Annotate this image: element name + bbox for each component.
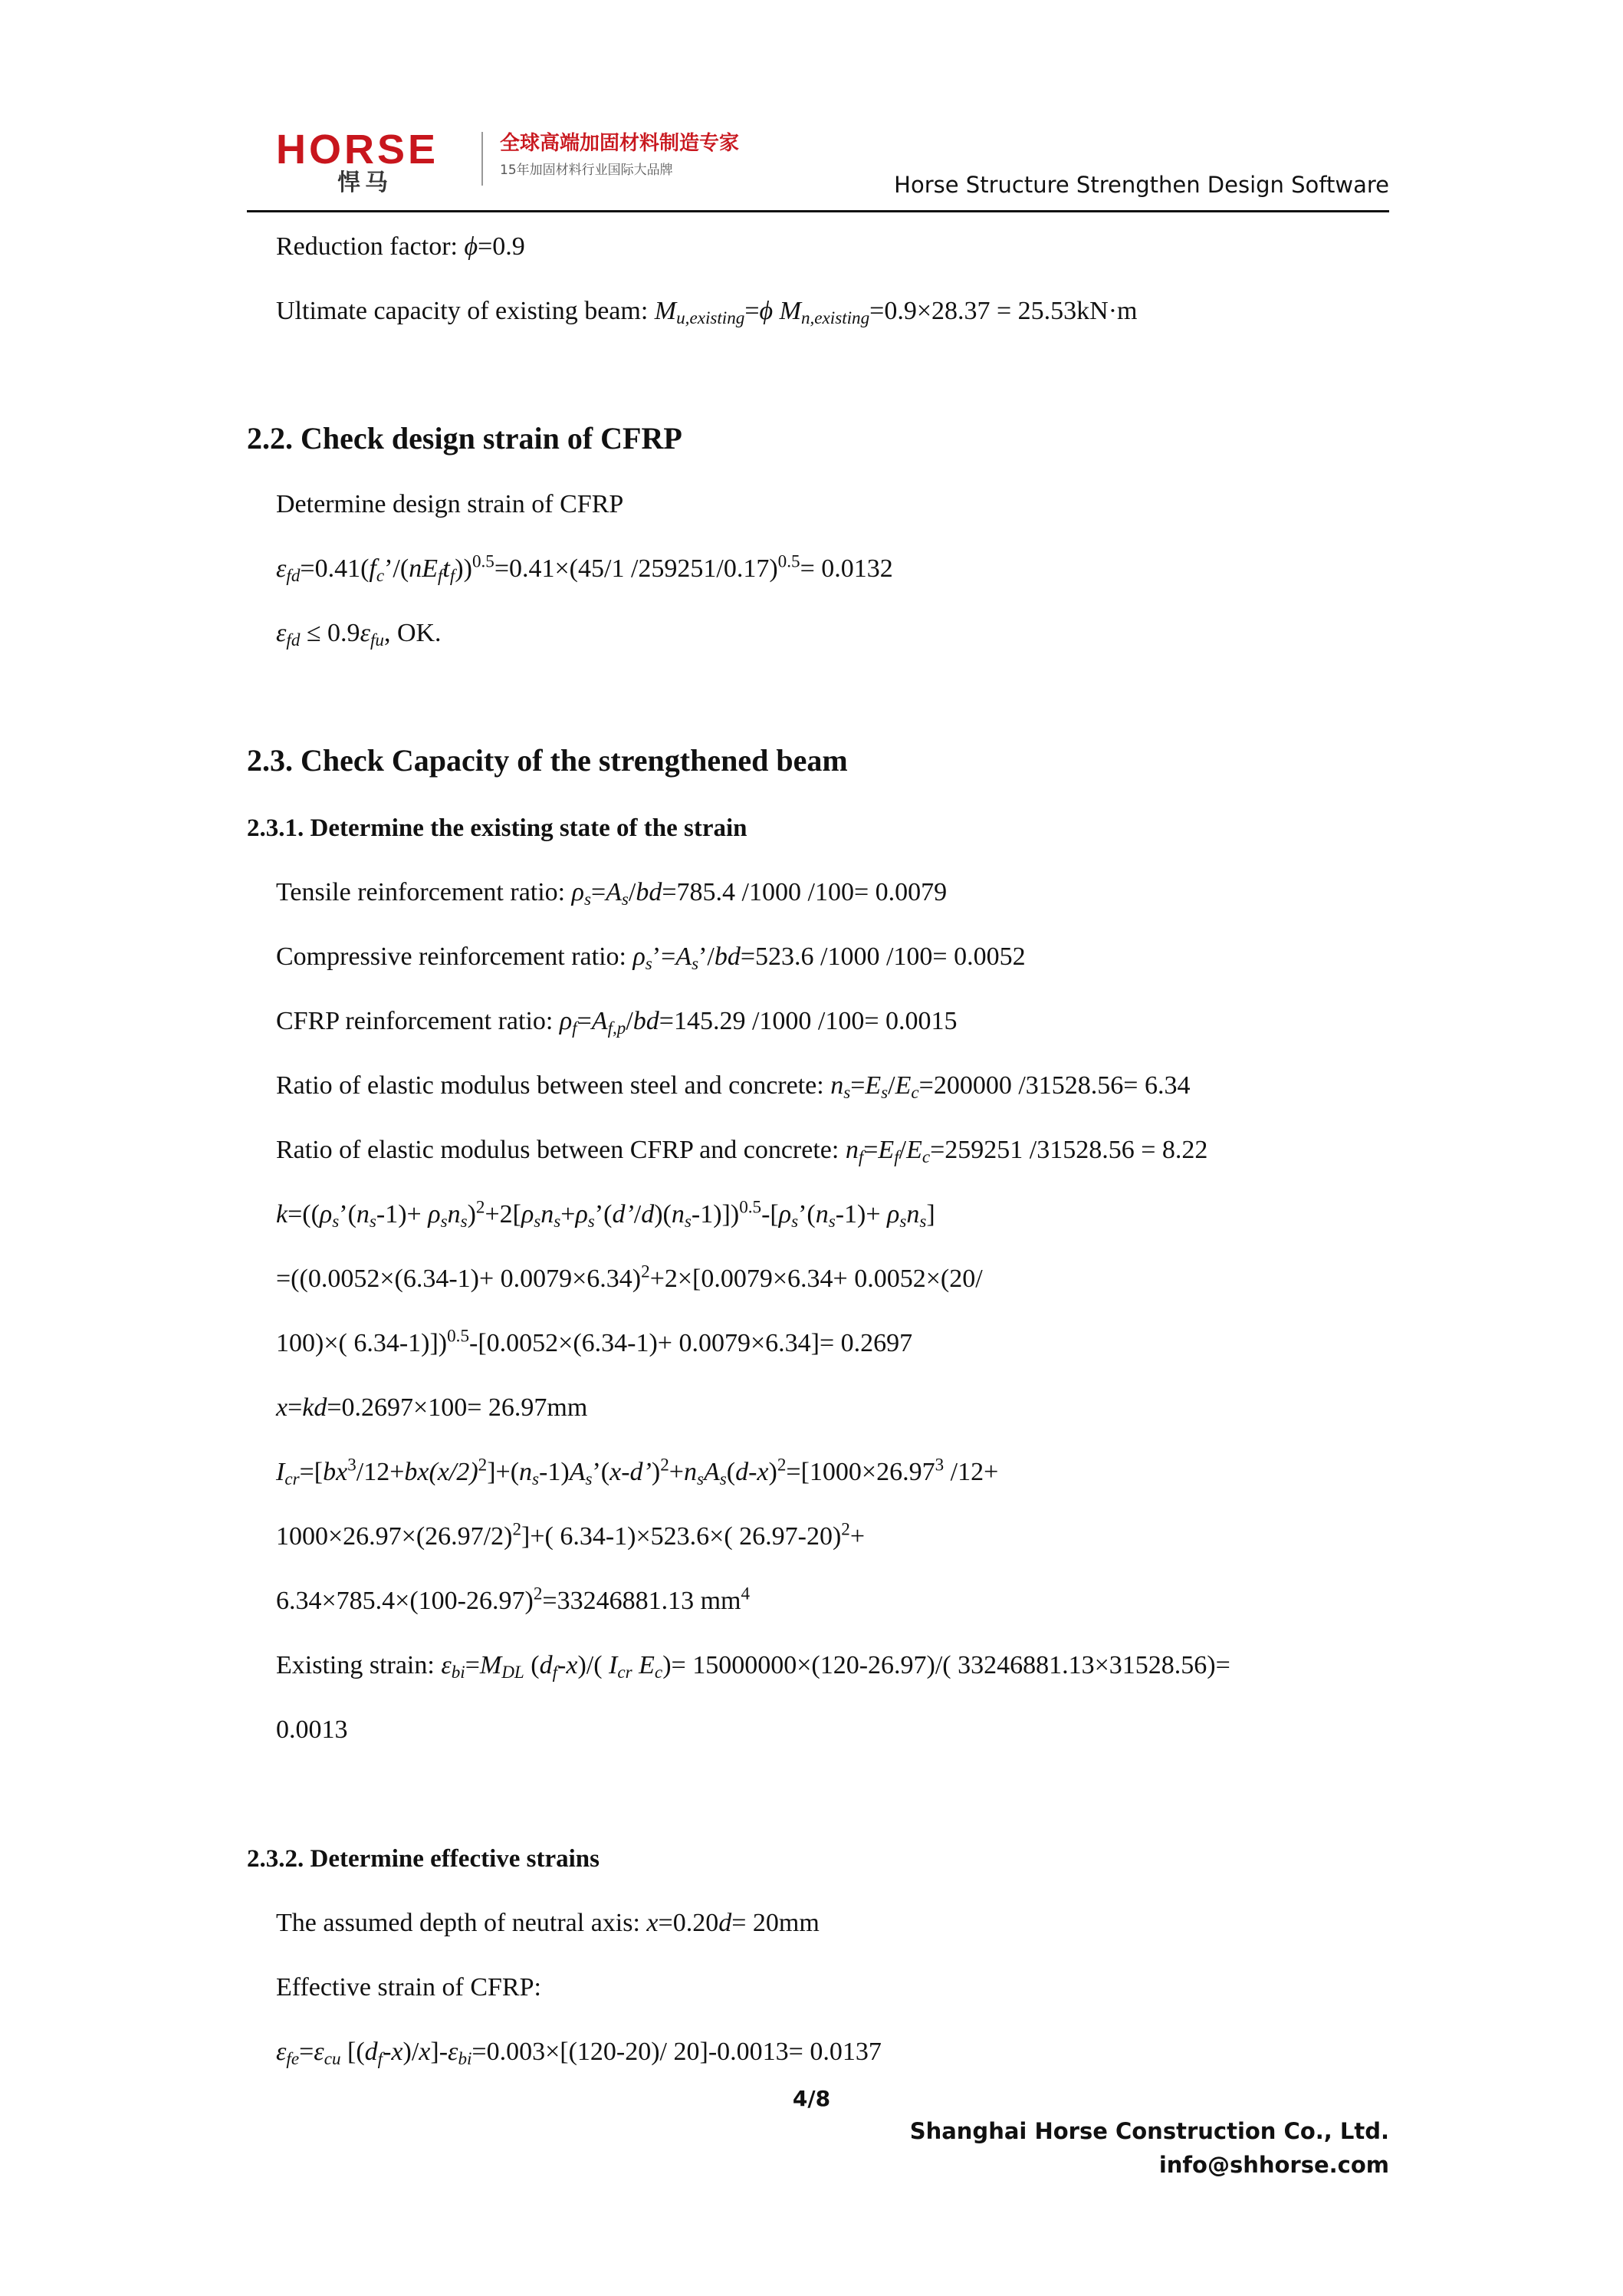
icr-formula-line: $I_{cr}=[bx^3/12+bx(x/2)^2]+(n_s-1)A_s’(x-d’)^2+n_sA_s(d-x)^2=[1000\times 26.97^3$ /12+ bbox=[276, 1455, 999, 1489]
efd-formula-line: $\varepsilon_{fd}=0.41(f_c’/(nE_ft_f))^{0.5}=0.41\times(45/1$ /259251/0.17)$^{0.5}$= 0.0132 bbox=[276, 551, 893, 586]
ultimate-capacity-line: Ultimate capacity of existing beam: $M_{u,existing}=\phi$ $M_{n,existing}=0.9\times 28.37 = 25.53kN\cdot m$ bbox=[276, 297, 1138, 328]
subsection-heading-2-3-2: 2.3.2. Determine effective strains bbox=[247, 1845, 600, 1873]
design-strain-intro: Determine design strain of CFRP bbox=[276, 490, 624, 518]
logo-wordmark: HORSE bbox=[276, 127, 439, 173]
compressive-ratio-line: Compressive reinforcement ratio: $\rho_s’=A_s’/bd=523.6$ /1000 /100= 0.0052 bbox=[276, 942, 1026, 974]
tensile-ratio-line: Tensile reinforcement ratio: $\rho_s=A_s/bd=785.4$ /1000 /100= 0.0079 bbox=[276, 878, 948, 910]
k-calc-line-2: 100)×( 6.34-1)])$^{0.5}$-[0.0052×(6.34-1)+ 0.0079×6.34]= 0.2697 bbox=[276, 1326, 913, 1357]
section-heading-2-3: 2.3. Check Capacity of the strengthened beam bbox=[247, 743, 848, 778]
k-formula-line: $k=((\rho_s’(n_s-1)+$ $\rho_sn_s)^2+2[\rho_sn_s+\rho_s’(d’/d)(n_s-1)])^{0.5}-[\rho_s’(n_s-1)+ \rho_sn_s]$ bbox=[276, 1197, 935, 1232]
cfrp-ratio-line: CFRP reinforcement ratio: $\rho_f=A_{f,p}/bd=145.29$ /1000 /100= 0.0015 bbox=[276, 1007, 958, 1038]
footer-company: Shanghai Horse Construction Co., Ltd. bbox=[909, 2118, 1389, 2144]
k-calc-line-1: $=((0.0052\times(6.34-1)+ 0.0079\times 6.34)^2+2\times[0.0079\times 6.34+ 0.0052\times(20/$ bbox=[276, 1261, 983, 1293]
section-heading-2-2: 2.2. Check design strain of CFRP bbox=[247, 421, 682, 456]
existing-strain-line: Existing strain: $\varepsilon_{bi}=M_{DL}$ $(d_f-x)/$( $I_{cr}$ $E_c)= 15000000\times(120-26.97)/$( 33246881.13×31528.56)= bbox=[276, 1651, 1230, 1683]
steel-modulus-ratio-line: Ratio of elastic modulus between steel and concrete: $n_s=E_s/E_c=200000$ /31528.56= 6.34 bbox=[276, 1071, 1191, 1103]
reduction-factor-line: Reduction factor: ϕ=0.9 bbox=[276, 232, 525, 261]
logo-divider bbox=[481, 132, 483, 186]
efe-formula-line: $\varepsilon_{fe}=\varepsilon_{cu}$ $[(d_f-x)/x]-\varepsilon_{bi}=0.003\times[(120-20)/$ 20]-0.0013= 0.0137 bbox=[276, 2038, 882, 2069]
assumed-neutral-axis-line: The assumed depth of neutral axis: x=0.20d= 20mm bbox=[276, 1909, 820, 1937]
efd-check-line: $\varepsilon_{fd} \le 0.9\varepsilon_{fu}$, OK. bbox=[276, 619, 442, 650]
logo-subtitle: 15年加固材料行业国际大品牌 bbox=[500, 163, 673, 178]
effective-strain-label: Effective strain of CFRP: bbox=[276, 1973, 541, 2002]
logo-chinese-name: 悍马 bbox=[337, 169, 393, 196]
subsection-heading-2-3-1: 2.3.1. Determine the existing state of the strain bbox=[247, 814, 747, 842]
page-number: 4/8 bbox=[792, 2086, 831, 2111]
company-logo bbox=[276, 127, 751, 196]
icr-calc-line-1: $1000\times 26.97\times(26.97/2)^2]+$( 6.34-1)×523.6×( 26.97-20)$^2$+ bbox=[276, 1519, 866, 1551]
cfrp-modulus-ratio-line: Ratio of elastic modulus between CFRP and concrete: $n_f=E_f/E_c=259251$ /31528.56 = 8.22 bbox=[276, 1136, 1208, 1167]
footer-email: info@shhorse.com bbox=[1158, 2152, 1389, 2178]
header-divider bbox=[247, 210, 1389, 212]
header-title: Horse Structure Strengthen Design Software bbox=[894, 172, 1389, 198]
existing-strain-result: 0.0013 bbox=[276, 1715, 348, 1744]
neutral-axis-line: x=kd=0.2697×100= 26.97mm bbox=[276, 1393, 588, 1422]
icr-calc-line-2: $6.34\times 785.4\times(100-26.97)^2=33246881.13$ $mm^4$ bbox=[276, 1584, 751, 1615]
logo-slogan: 全球高端加固材料制造专家 bbox=[500, 132, 740, 155]
